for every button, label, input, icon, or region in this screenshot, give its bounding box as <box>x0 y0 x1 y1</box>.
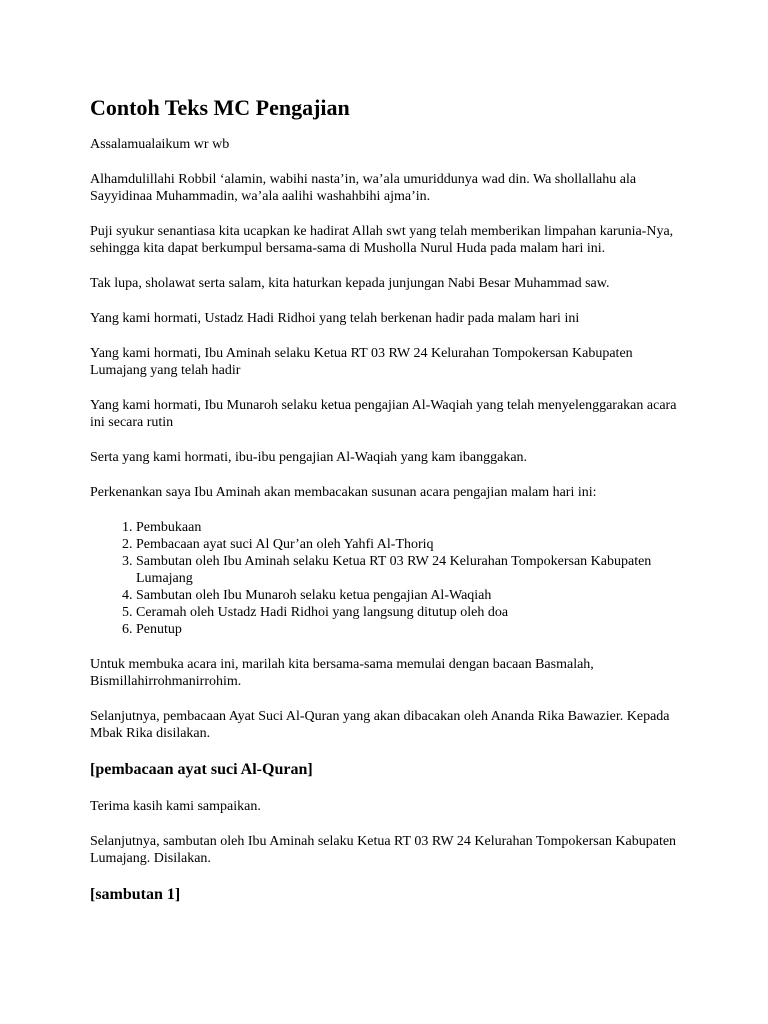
greeting-paragraph: Assalamualaikum wr wb <box>90 137 230 152</box>
thanks-paragraph: Terima kasih kami sampaikan. <box>90 799 261 814</box>
respect-members-paragraph: Serta yang kami hormati, ibu-ibu pengajian Al-Waqiah yang kam ibanggakan. <box>90 450 528 465</box>
list-item: 5. Ceramah oleh Ustadz Hadi Ridhoi yang langsung ditutup oleh doa <box>136 604 680 621</box>
list-item: 1. Pembukaan <box>136 519 680 536</box>
respect-ustadz-paragraph: Yang kami hormati, Ustadz Hadi Ridhoi yang telah berkenan hadir pada malam hari ini <box>90 311 580 326</box>
section-heading-speech: [sambutan 1] <box>90 886 181 903</box>
agenda-list <box>90 519 680 638</box>
opening-prayer-paragraph: Alhamdulillahi Robbil ‘alamin, wabihi nasta’in, wa’ala umuriddunya wad din. Wa shollallahu ala Sayyidinaa Muhammadin, wa’ala aalihi washahbihi ajma’in. <box>90 172 637 204</box>
list-item: 3. Sambutan oleh Ibu Aminah selaku Ketua RT 03 RW 24 Kelurahan Tompokersan Kabupaten Lumajang <box>136 553 680 587</box>
gratitude-paragraph: Puji syukur senantiasa kita ucapkan ke hadirat Allah swt yang telah memberikan limpahan karunia-Nya, sehingga kita dapat berkumpul bersama-sama di Musholla Nurul Huda pada malam hari ini. <box>90 224 674 256</box>
list-item: 6. Penutup <box>136 621 680 638</box>
quran-reading-paragraph: Selanjutnya, pembacaan Ayat Suci Al-Quran yang akan dibacakan oleh Ananda Rika Bawazier. Kepada Mbak Rika disilakan. <box>90 709 670 741</box>
document-title: Contoh Teks MC Pengajian <box>90 95 350 120</box>
document-page <box>90 94 680 923</box>
list-item: 4. Sambutan oleh Ibu Munaroh selaku ketua pengajian Al-Waqiah <box>136 587 680 604</box>
speech-intro-paragraph: Selanjutnya, sambutan oleh Ibu Aminah selaku Ketua RT 03 RW 24 Kelurahan Tompokersan Kabupaten Lumajang. Disilakan. <box>90 834 677 866</box>
basmalah-paragraph: Untuk membuka acara ini, marilah kita bersama-sama memulai dengan bacaan Basmalah, Bismillahirrohmanirrohim. <box>90 657 594 689</box>
respect-group-head-paragraph: Yang kami hormati, Ibu Munaroh selaku ketua pengajian Al-Waqiah yang telah menyelenggarakan acara ini secara rutin <box>90 398 677 430</box>
respect-rt-head-paragraph: Yang kami hormati, Ibu Aminah selaku Ketua RT 03 RW 24 Kelurahan Tompokersan Kabupaten Lumajang yang telah hadir <box>90 346 633 378</box>
section-heading-quran: [pembacaan ayat suci Al-Quran] <box>90 761 313 778</box>
agenda-intro-paragraph: Perkenankan saya Ibu Aminah akan membacakan susunan acara pengajian malam hari ini: <box>90 485 597 500</box>
list-item: 2. Pembacaan ayat suci Al Qur’an oleh Yahfi Al-Thoriq <box>136 536 680 553</box>
sholawat-paragraph: Tak lupa, sholawat serta salam, kita haturkan kepada junjungan Nabi Besar Muhammad saw. <box>90 276 610 291</box>
